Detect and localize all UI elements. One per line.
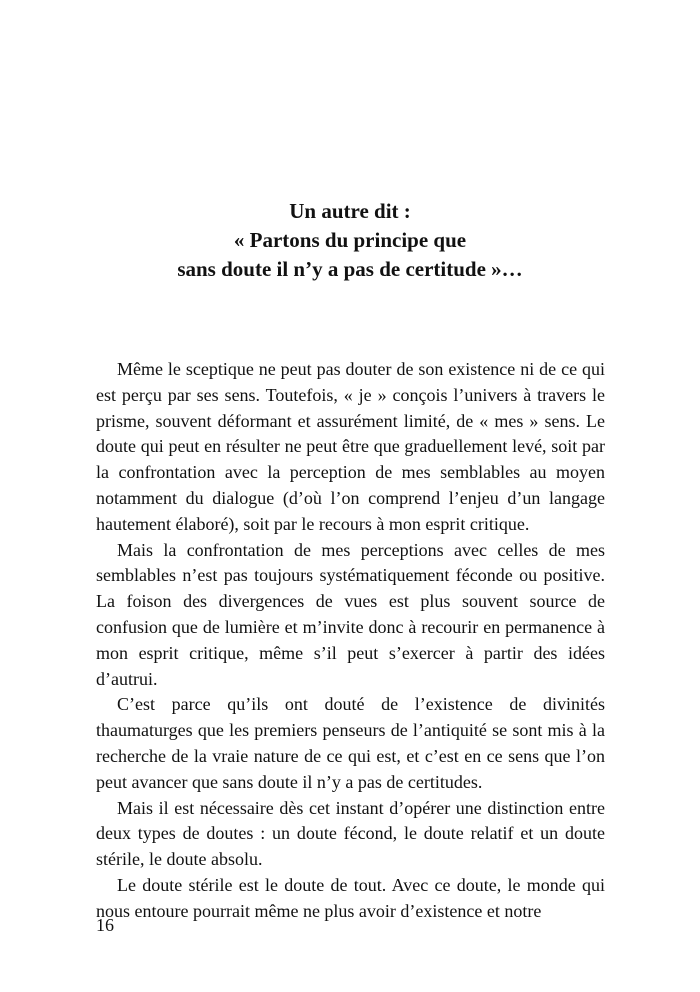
chapter-title-line-3: sans doute il n’y a pas de certitude »… — [177, 257, 523, 281]
chapter-title — [0, 197, 700, 284]
body-text — [96, 357, 605, 925]
chapter-title-line-1: Un autre dit : — [289, 199, 411, 223]
paragraph: Mais la confrontation de mes perceptions avec celles de mes semblables n’est pas toujours systématiquement féconde ou positive. La foison des divergences de vues est plus souvent source de confusion que de lumière et m’invite donc à recourir en permanence à mon esprit critique, même s’il peut s’exercer à partir des idées d’autrui. — [96, 539, 605, 689]
paragraph: Mais il est nécessaire dès cet instant d’opérer une distinction entre deux types de doutes : un doute fécond, le doute relatif et un doute stérile, le doute absolu. — [96, 797, 605, 870]
paragraph: C’est parce qu’ils ont douté de l’existence de divinités thaumaturges que les premiers penseurs de l’antiquité se sont mis à la recherche de la vraie nature de ce qui est, et c’est en ce sens que l’on peut avancer que sans doute il n’y a pas de certitudes. — [96, 694, 605, 792]
paragraph: Même le sceptique ne peut pas douter de son existence ni de ce qui est perçu par ses sens. Toutefois, « je » conçois l’univers à travers le prisme, souvent déformant et assurément limité, de « mes » sens. Le doute qui peut en résulter ne peut être que graduellement levé, soit par la confrontation avec la perception de mes semblables au moyen notamment du dialogue (d’où l’on comprend l’enjeu d’un langage hautement élaboré), soit par le recours à mon esprit critique. — [96, 359, 605, 534]
chapter-title-line-2: « Partons du principe que — [233, 228, 467, 252]
page-number: 16 — [96, 915, 114, 935]
paragraph: Le doute stérile est le doute de tout. Avec ce doute, le monde qui nous entoure pourrait même ne plus avoir d’existence et notre — [96, 874, 605, 921]
